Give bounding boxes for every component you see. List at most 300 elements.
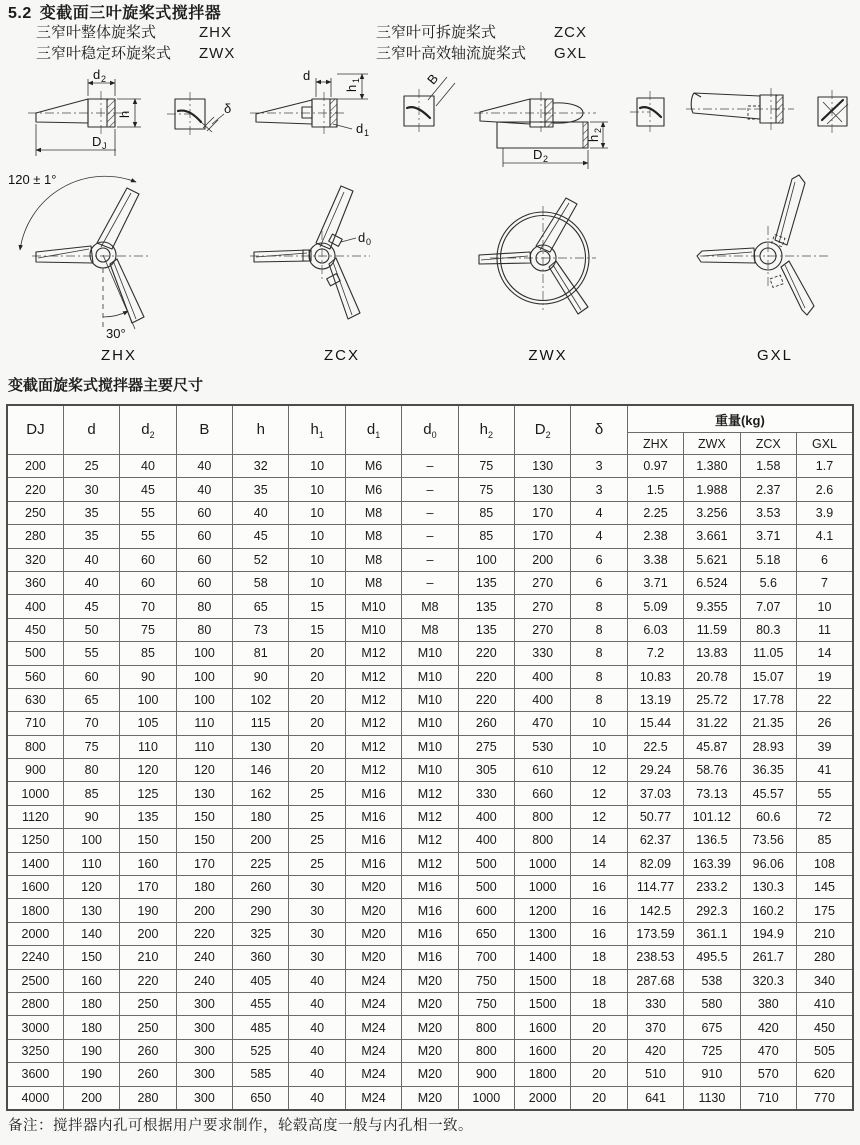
table-cell: 85	[796, 829, 853, 852]
table-cell: 9.355	[684, 595, 740, 618]
table-cell: 45	[63, 595, 119, 618]
table-row	[7, 548, 853, 571]
table-cell: 45	[233, 525, 289, 548]
variant-name: 三窄叶高效轴流旋桨式	[376, 45, 527, 62]
table-cell: 40	[289, 1063, 345, 1086]
table-cell: 2000	[515, 1086, 571, 1110]
table-cell: 60	[176, 501, 232, 524]
table-cell: 4000	[7, 1086, 63, 1110]
table-cell: 10	[571, 735, 627, 758]
table-cell: 20	[289, 712, 345, 735]
table-cell: M24	[345, 1039, 401, 1062]
dim-sub-h2: 2	[593, 127, 603, 133]
table-cell: 85	[63, 782, 119, 805]
dim-label-h2: h	[586, 134, 601, 142]
table-cell: 200	[7, 455, 63, 478]
weight-col-gxl: GXL	[796, 433, 853, 455]
table-cell: 360	[7, 571, 63, 594]
table-cell: 800	[515, 805, 571, 828]
table-cell: 210	[120, 946, 176, 969]
zhx-top-view	[8, 172, 150, 364]
table-row	[7, 735, 853, 758]
table-cell: 300	[176, 1086, 232, 1110]
table-row	[7, 712, 853, 735]
table-cell: 40	[176, 478, 232, 501]
table-cell: 400	[458, 805, 514, 828]
table-cell: 110	[176, 712, 232, 735]
table-cell: 0.97	[627, 455, 683, 478]
table-cell: 12	[571, 759, 627, 782]
table-cell: 102	[233, 688, 289, 711]
table-row	[7, 688, 853, 711]
table-cell: 330	[627, 992, 683, 1015]
dim-label-d: d	[303, 68, 311, 83]
weight-group-header: 重量(kg)	[627, 405, 853, 433]
dim-sub-d1: 1	[364, 128, 370, 138]
table-cell: 30	[289, 899, 345, 922]
table-cell: 320.3	[740, 969, 796, 992]
table-row	[7, 595, 853, 618]
table-cell: 261.7	[740, 946, 796, 969]
table-cell: 400	[7, 595, 63, 618]
dim-sub-big-d2: 2	[543, 154, 549, 164]
table-cell: 1.380	[684, 455, 740, 478]
table-cell: 3.9	[796, 501, 853, 524]
table-cell: 1200	[515, 899, 571, 922]
table-cell: 260	[120, 1063, 176, 1086]
table-cell: 3250	[7, 1039, 63, 1062]
table-cell: 200	[120, 922, 176, 945]
table-cell: 1800	[7, 899, 63, 922]
table-cell: 410	[796, 992, 853, 1015]
table-cell: 200	[176, 899, 232, 922]
table-cell: 2000	[7, 922, 63, 945]
table-cell: 130	[515, 455, 571, 478]
table-cell: 220	[458, 665, 514, 688]
variant-zwx	[36, 44, 376, 64]
variant-list	[36, 23, 846, 64]
table-cell: M10	[402, 735, 458, 758]
table-cell: 18	[571, 969, 627, 992]
table-cell: 10	[289, 501, 345, 524]
table-cell: 800	[458, 1039, 514, 1062]
table-cell: 30	[63, 478, 119, 501]
table-row	[7, 899, 853, 922]
table-cell: 240	[176, 946, 232, 969]
zcx-blade-section	[404, 71, 455, 133]
table-cell: 20	[571, 1086, 627, 1110]
table-cell: 20.78	[684, 665, 740, 688]
table-cell: M16	[402, 922, 458, 945]
table-cell: 130	[233, 735, 289, 758]
zcx-top-view	[250, 186, 371, 364]
table-cell: M8	[402, 618, 458, 641]
table-cell: 135	[458, 618, 514, 641]
table-cell: 725	[684, 1039, 740, 1062]
table-cell: 400	[515, 688, 571, 711]
view-label-zcx: ZCX	[324, 347, 360, 364]
table-cell: 80	[63, 759, 119, 782]
table-cell: 10	[289, 571, 345, 594]
table-cell: 81	[233, 642, 289, 665]
table-cell: 8	[571, 595, 627, 618]
table-cell: 361.1	[684, 922, 740, 945]
table-cell: 270	[515, 571, 571, 594]
table-cell: 20	[289, 735, 345, 758]
table-cell: 2.38	[627, 525, 683, 548]
table-cell: 240	[176, 969, 232, 992]
table-cell: 1.988	[684, 478, 740, 501]
table-cell: 26	[796, 712, 853, 735]
table-cell: 80.3	[740, 618, 796, 641]
table-cell: M16	[345, 805, 401, 828]
zhx-side-view	[28, 67, 141, 156]
table-cell: 101.12	[684, 805, 740, 828]
table-cell: 1130	[684, 1086, 740, 1110]
table-cell: 170	[176, 852, 232, 875]
table-cell: 500	[458, 876, 514, 899]
table-cell: 5.09	[627, 595, 683, 618]
table-cell: 75	[458, 478, 514, 501]
table-cell: 142.5	[627, 899, 683, 922]
table-cell: 500	[7, 642, 63, 665]
table-cell: M20	[402, 1039, 458, 1062]
dim-label-b: B	[424, 70, 442, 88]
table-cell: 10	[571, 712, 627, 735]
table-row	[7, 665, 853, 688]
table-cell: M12	[345, 735, 401, 758]
table-cell: 60	[63, 665, 119, 688]
table-cell: 100	[458, 548, 514, 571]
table-cell: 15	[289, 618, 345, 641]
table-cell: 130	[63, 899, 119, 922]
col-header-d0: $d_0$	[402, 405, 458, 455]
table-row	[7, 782, 853, 805]
table-cell: M20	[402, 1016, 458, 1039]
table-cell: 160	[120, 852, 176, 875]
table-cell: 6.524	[684, 571, 740, 594]
table-cell: 16	[571, 922, 627, 945]
table-cell: 330	[458, 782, 514, 805]
table-cell: 70	[120, 595, 176, 618]
table-cell: 6	[571, 548, 627, 571]
table-cell: 8	[571, 665, 627, 688]
table-cell: 180	[63, 992, 119, 1015]
gxl-blade-section	[818, 90, 848, 133]
table-cell: 194.9	[740, 922, 796, 945]
table-cell: 170	[515, 501, 571, 524]
table-row	[7, 876, 853, 899]
table-cell: M16	[345, 829, 401, 852]
table-cell: M16	[402, 899, 458, 922]
table-row	[7, 1086, 853, 1110]
table-cell: 1000	[458, 1086, 514, 1110]
table-cell: M10	[402, 665, 458, 688]
table-cell: M10	[402, 688, 458, 711]
col-header-h2: $h_2$	[458, 405, 514, 455]
table-cell: 420	[627, 1039, 683, 1062]
table-cell: 45.57	[740, 782, 796, 805]
table-cell: 40	[289, 969, 345, 992]
table-cell: 5.621	[684, 548, 740, 571]
table-cell: 420	[740, 1016, 796, 1039]
table-cell: 62.37	[627, 829, 683, 852]
table-cell: 73	[233, 618, 289, 641]
table-cell: 25	[289, 829, 345, 852]
table-cell: 1.5	[627, 478, 683, 501]
table-cell: 90	[233, 665, 289, 688]
table-cell: 180	[63, 1016, 119, 1039]
table-cell: 305	[458, 759, 514, 782]
dim-sub-dj: J	[102, 141, 107, 151]
table-cell: 260	[120, 1039, 176, 1062]
table-cell: M16	[345, 782, 401, 805]
table-cell: 233.2	[684, 876, 740, 899]
table-row	[7, 852, 853, 875]
table-cell: 75	[63, 735, 119, 758]
table-cell: 1120	[7, 805, 63, 828]
table-cell: 14	[571, 829, 627, 852]
table-cell: 73.56	[740, 829, 796, 852]
table-cell: 58	[233, 571, 289, 594]
table-row	[7, 1063, 853, 1086]
table-cell: 500	[458, 852, 514, 875]
table-cell: M16	[345, 852, 401, 875]
table-cell: M20	[402, 992, 458, 1015]
table-cell: M12	[402, 805, 458, 828]
table-row	[7, 992, 853, 1015]
table-cell: 910	[684, 1063, 740, 1086]
table-cell: 85	[120, 642, 176, 665]
page-title	[8, 0, 221, 23]
table-cell: 31.22	[684, 712, 740, 735]
weight-col-zwx: ZWX	[684, 433, 740, 455]
table-cell: 180	[233, 805, 289, 828]
table-cell: M8	[402, 595, 458, 618]
table-cell: 270	[515, 618, 571, 641]
table-cell: 55	[796, 782, 853, 805]
table-cell: 21.35	[740, 712, 796, 735]
dim-label-h1: h	[344, 84, 359, 92]
table-cell: 630	[7, 688, 63, 711]
table-cell: 220	[458, 642, 514, 665]
table-cell: 320	[7, 548, 63, 571]
variant-column-left	[36, 23, 376, 64]
table-cell: 250	[120, 1016, 176, 1039]
table-cell: 13.83	[684, 642, 740, 665]
table-row	[7, 455, 853, 478]
table-row	[7, 969, 853, 992]
table-cell: M24	[345, 1063, 401, 1086]
table-cell: 73.13	[684, 782, 740, 805]
table-cell: 325	[233, 922, 289, 945]
table-cell: 220	[120, 969, 176, 992]
table-cell: 7.07	[740, 595, 796, 618]
table-cell: 29.24	[627, 759, 683, 782]
table-cell: 400	[458, 829, 514, 852]
variant-code: ZCX	[554, 24, 587, 41]
table-cell: 114.77	[627, 876, 683, 899]
table-cell: 150	[63, 946, 119, 969]
table-cell: 22.5	[627, 735, 683, 758]
table-cell: 2.6	[796, 478, 853, 501]
table-cell: M10	[402, 712, 458, 735]
table-cell: 710	[740, 1086, 796, 1110]
table-cell: 60	[176, 525, 232, 548]
table-cell: 1300	[515, 922, 571, 945]
col-header-d2: $d_2$	[120, 405, 176, 455]
table-cell: 90	[120, 665, 176, 688]
section-title: 变截面三叶旋桨式搅拌器	[39, 5, 222, 22]
table-cell: 35	[63, 501, 119, 524]
table-cell: 30	[289, 922, 345, 945]
table-cell: 2500	[7, 969, 63, 992]
table-cell: 135	[458, 571, 514, 594]
table-cell: 280	[796, 946, 853, 969]
table-cell: 22	[796, 688, 853, 711]
table-cell: 292.3	[684, 899, 740, 922]
table-cell: 3	[571, 478, 627, 501]
col-header-delta: δ	[571, 405, 627, 455]
table-cell: 25.72	[684, 688, 740, 711]
table-cell: 80	[176, 595, 232, 618]
table-cell: 3.71	[740, 525, 796, 548]
table-cell: 13.19	[627, 688, 683, 711]
table-cell: 16	[571, 876, 627, 899]
table-cell: 1000	[515, 876, 571, 899]
table-cell: 10	[796, 595, 853, 618]
table-cell: 1000	[515, 852, 571, 875]
table-cell: 260	[458, 712, 514, 735]
table-cell: 160	[63, 969, 119, 992]
table-cell: M24	[345, 1086, 401, 1110]
weight-col-zhx: ZHX	[627, 433, 683, 455]
table-cell: 7.2	[627, 642, 683, 665]
table-cell: 85	[458, 501, 514, 524]
col-header-dj: DJ	[7, 405, 63, 455]
table-cell: 660	[515, 782, 571, 805]
table-cell: 25	[289, 805, 345, 828]
table-row	[7, 571, 853, 594]
table-cell: –	[402, 548, 458, 571]
table-cell: 20	[571, 1016, 627, 1039]
table-cell: M12	[345, 712, 401, 735]
table-cell: 40	[120, 455, 176, 478]
table-row	[7, 946, 853, 969]
table-row	[7, 1016, 853, 1039]
table-cell: 108	[796, 852, 853, 875]
angle-label-120: 120 ± 1°	[8, 172, 57, 187]
table-cell: 2.25	[627, 501, 683, 524]
table-cell: 25	[289, 782, 345, 805]
table-cell: M12	[345, 665, 401, 688]
table-cell: 641	[627, 1086, 683, 1110]
table-cell: M6	[345, 455, 401, 478]
col-header-big-d2: $D_2$	[515, 405, 571, 455]
table-cell: M16	[402, 946, 458, 969]
table-cell: 10.83	[627, 665, 683, 688]
table-cell: 2.37	[740, 478, 796, 501]
table-cell: 400	[515, 665, 571, 688]
table-cell: 60	[176, 571, 232, 594]
table-cell: 15	[289, 595, 345, 618]
table-cell: 100	[120, 688, 176, 711]
table-cell: 120	[120, 759, 176, 782]
table-cell: 220	[458, 688, 514, 711]
table-cell: 60	[120, 571, 176, 594]
table-cell: M24	[345, 992, 401, 1015]
table-cell: 162	[233, 782, 289, 805]
table-cell: 530	[515, 735, 571, 758]
table-cell: 1.58	[740, 455, 796, 478]
table-row	[7, 1039, 853, 1062]
table-cell: 270	[515, 595, 571, 618]
table-cell: 1400	[7, 852, 63, 875]
table-cell: 130.3	[740, 876, 796, 899]
table-cell: 300	[176, 1039, 232, 1062]
table-cell: 170	[515, 525, 571, 548]
table-cell: 20	[289, 642, 345, 665]
table-cell: 300	[176, 992, 232, 1015]
table-cell: 538	[684, 969, 740, 992]
table-cell: 450	[796, 1016, 853, 1039]
table-cell: 146	[233, 759, 289, 782]
table-cell: 405	[233, 969, 289, 992]
table-cell: M12	[402, 852, 458, 875]
table-cell: 650	[458, 922, 514, 945]
dim-label-h: h	[117, 110, 132, 118]
table-title: 变截面旋桨式搅拌器主要尺寸	[8, 377, 204, 394]
table-cell: 300	[176, 1063, 232, 1086]
table-cell: 40	[176, 455, 232, 478]
table-cell: 105	[120, 712, 176, 735]
table-cell: 5.18	[740, 548, 796, 571]
table-cell: 3.71	[627, 571, 683, 594]
table-cell: M20	[402, 1063, 458, 1086]
table-cell: 40	[289, 992, 345, 1015]
table-cell: 75	[120, 618, 176, 641]
dim-sub-h1: 1	[351, 77, 361, 83]
zwx-blade-section	[630, 91, 664, 132]
table-cell: 20	[571, 1039, 627, 1062]
table-cell: M24	[345, 1016, 401, 1039]
table-row	[7, 922, 853, 945]
table-cell: 710	[7, 712, 63, 735]
table-cell: –	[402, 501, 458, 524]
table-cell: 380	[740, 992, 796, 1015]
view-label-gxl: GXL	[756, 347, 794, 364]
table-cell: 55	[63, 642, 119, 665]
view-label-zwx: ZWX	[528, 347, 568, 364]
table-cell: 1250	[7, 829, 63, 852]
table-cell: 58.76	[684, 759, 740, 782]
table-cell: M8	[345, 548, 401, 571]
variant-code: ZHX	[199, 24, 232, 41]
table-cell: 40	[289, 1039, 345, 1062]
technical-drawings	[0, 66, 860, 372]
table-cell: 20	[571, 1063, 627, 1086]
table-cell: M8	[345, 501, 401, 524]
table-cell: 650	[233, 1086, 289, 1110]
table-cell: 470	[740, 1039, 796, 1062]
zwx-top-view	[479, 198, 596, 364]
table-row	[7, 525, 853, 548]
table-cell: 32	[233, 455, 289, 478]
table-cell: 287.68	[627, 969, 683, 992]
table-cell: 600	[458, 899, 514, 922]
table-cell: 45.87	[684, 735, 740, 758]
table-cell: 6	[796, 548, 853, 571]
